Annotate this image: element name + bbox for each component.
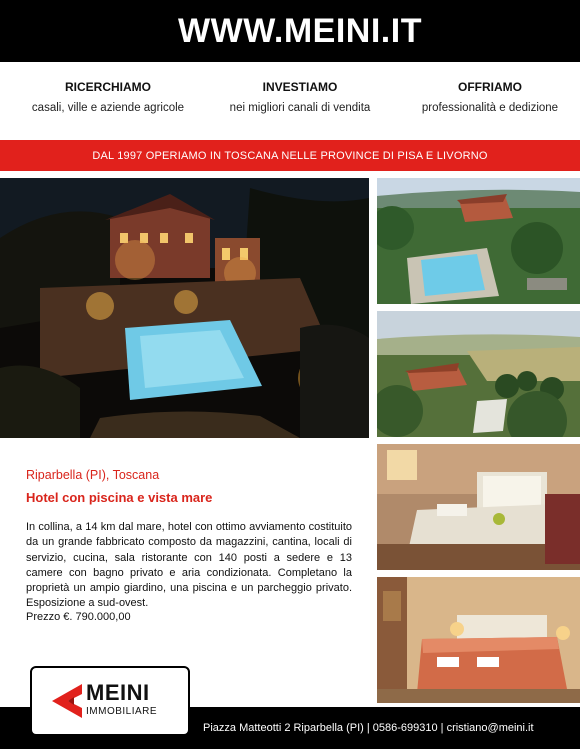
- meini-logo: [30, 666, 190, 736]
- pillar-title: RICERCHIAMO: [65, 80, 151, 94]
- pillar-ricerchiamo: [18, 80, 198, 114]
- listing-price: Prezzo €. 790.000,00: [26, 611, 131, 623]
- pillar-offriamo: [408, 80, 572, 114]
- services-row: [0, 62, 580, 140]
- pillar-title: INVESTIAMO: [262, 80, 338, 94]
- hotel-room-photo: [377, 444, 580, 570]
- bedroom-photo: [377, 577, 580, 703]
- since-1997-banner: DAL 1997 OPERIAMO IN TOSCANA NELLE PROVINCE DI PISA E LIVORNO: [0, 140, 580, 171]
- site-header: [0, 0, 580, 62]
- pillar-subtitle: nei migliori canali di vendita: [229, 102, 371, 114]
- listing-location: Riparbella (PI), Toscana: [26, 468, 160, 482]
- listing-title: Hotel con piscina e vista mare: [26, 490, 213, 505]
- logo-chevron-icon: [52, 684, 82, 718]
- logo-subtitle: IMMOBILIARE: [86, 706, 158, 717]
- listing-description: In collina, a 14 km dal mare, hotel con ottimo avviamento costituito da un grande fabbricato composto da magazzini, cantina, locali di servizio, cucina, sala ristorante con 140 posti a sedere e 13 camere con bagno privato e aria condizionata. Completano la proprietà un ampio giardino, una piscina e un parcheggio privato. Esposizione a sud-ovest.: [26, 521, 352, 610]
- logo-name: MEINI: [86, 680, 150, 705]
- hotel-night-photo: [0, 178, 369, 438]
- aerial-pool-photo: [377, 178, 580, 304]
- countryside-aerial-photo: [377, 311, 580, 437]
- site-url[interactable]: WWW.MEINI.IT: [178, 11, 422, 50]
- footer-contact: Piazza Matteotti 2 Riparbella (PI) | 0586-699310 | cristiano@meini.it: [203, 722, 534, 734]
- pillar-investiamo: [208, 80, 392, 114]
- pillar-subtitle: casali, ville e aziende agricole: [31, 102, 185, 114]
- pillar-title: OFFRIAMO: [458, 80, 522, 94]
- pillar-subtitle: professionalità e dedizione: [421, 102, 559, 114]
